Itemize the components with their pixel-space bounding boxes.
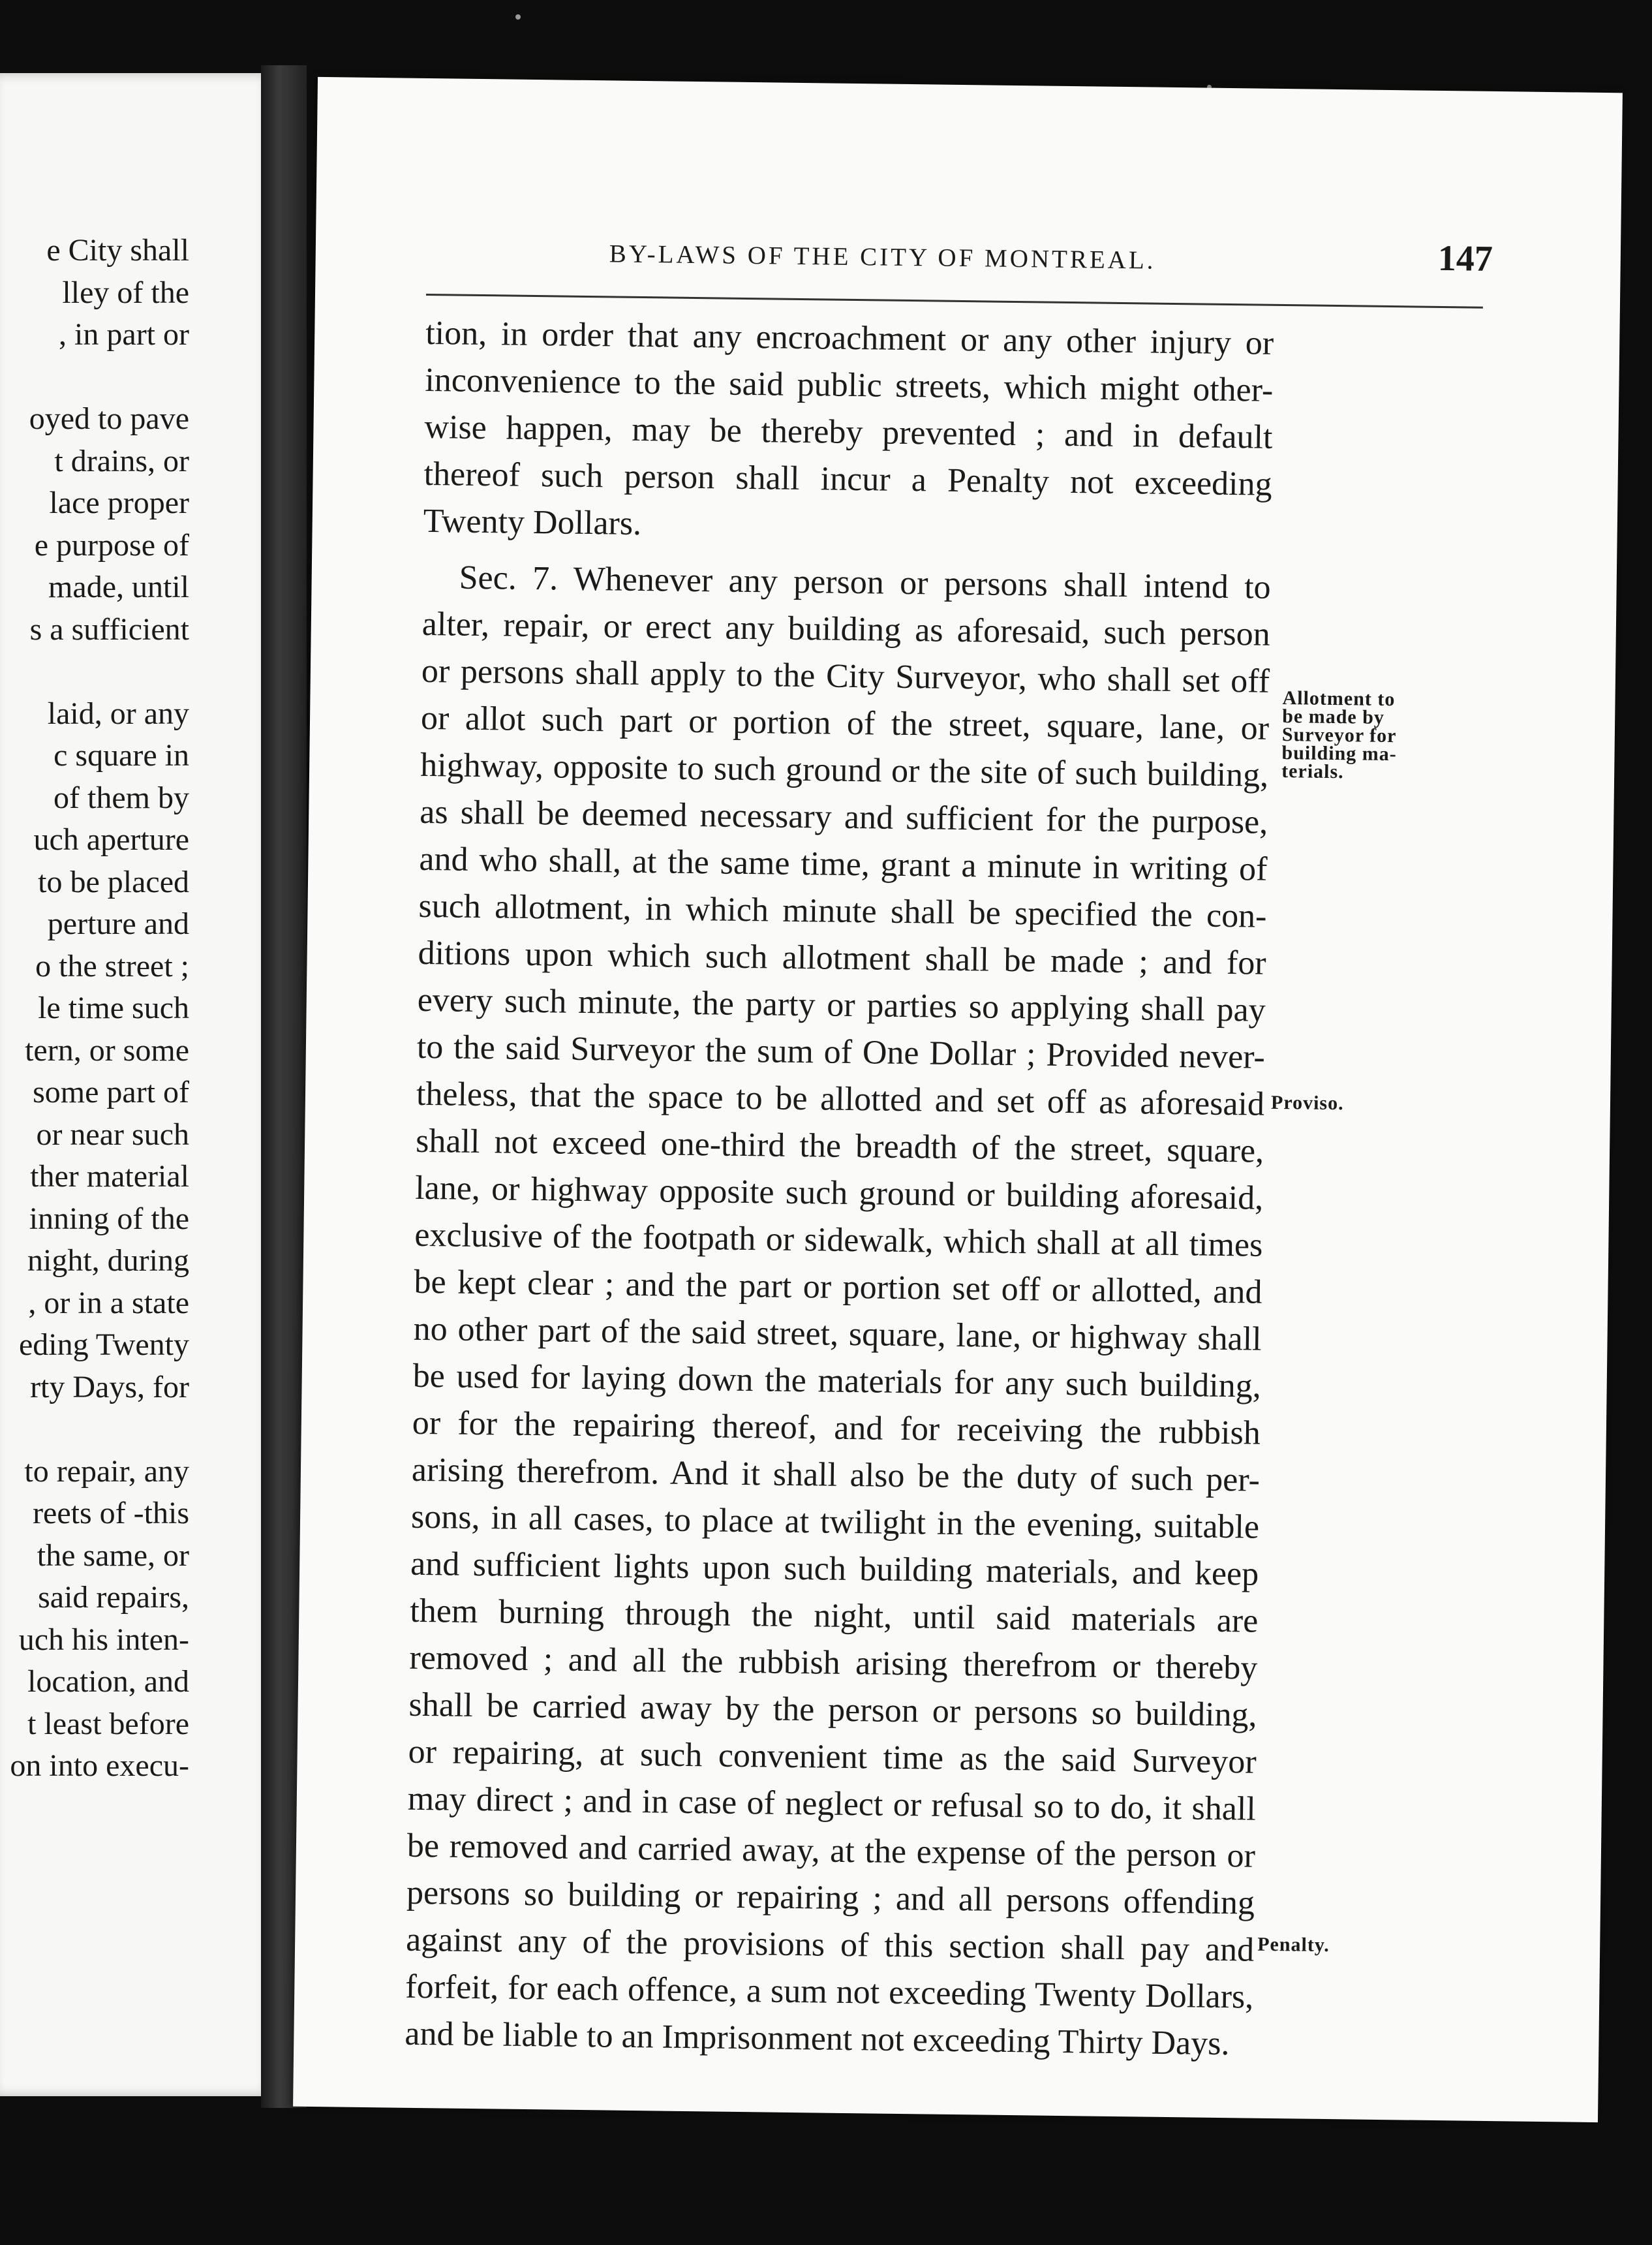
main-page [293, 77, 1623, 2122]
text-line: and sufficient lights upon such building materials, and keep [410, 1545, 1259, 1593]
page-number: 147 [1437, 238, 1493, 279]
text-line: to the said Surveyor the sum of One Dollar ; Provided never- [416, 1028, 1266, 1076]
left-page-line: reets of -this [33, 1496, 189, 1530]
text-line: Twenty Dollars. [423, 502, 642, 543]
left-page-line: some part of [33, 1075, 189, 1109]
left-facing-page [0, 73, 274, 2096]
text-line: inconvenience to the said public streets, which might other- [425, 361, 1274, 409]
text-line: arising therefrom. And it shall also be the duty of such per- [411, 1451, 1261, 1499]
text-line: and be liable to an Imprisonment not exceeding Thirty Days. [405, 2015, 1230, 2063]
text-line: or allot such part or portion of the street, square, lane, or [420, 699, 1270, 747]
left-page-line: t drains, or [54, 443, 189, 478]
text-line: be removed and carried away, at the expense of the person or [406, 1827, 1256, 1875]
left-page-line: location, and [27, 1664, 189, 1699]
text-line: every such minute, the party or parties so applying shall pay [417, 981, 1266, 1029]
text-line: wise happen, may be thereby prevented ; and in default [424, 408, 1273, 456]
text-line: or repairing, at such convenient time as the said Surveyor [408, 1733, 1257, 1781]
text-line: shall not exceed one-third the breadth of the street, square, [415, 1122, 1264, 1170]
left-page-line: tern, or some [25, 1032, 189, 1068]
text-line: Sec. 7. Whenever any person or persons shall intend to [459, 559, 1271, 606]
text-line: lane, or highway opposite such ground or building aforesaid, [414, 1169, 1264, 1217]
left-page-line: said repairs, [38, 1580, 189, 1615]
left-page-line: uch aperture [33, 822, 189, 857]
left-page-line: lace proper [49, 486, 189, 520]
left-page-line: s a sufficient [29, 612, 189, 647]
left-page-line: on into execu- [10, 1748, 189, 1783]
left-page-line: , or in a state [28, 1285, 189, 1320]
left-page-line: t least before [27, 1706, 189, 1741]
text-line: forfeit, for each offence, a sum not exceeding Twenty Dollars, [405, 1968, 1254, 2016]
left-page-line: the same, or [37, 1538, 189, 1573]
text-line: removed ; and all the rubbish arising therefrom or thereby [409, 1639, 1258, 1687]
text-line: alter, repair, or erect any building as aforesaid, such person [421, 605, 1271, 653]
left-page-line: made, until [48, 570, 189, 604]
left-page-line: le time such [38, 991, 189, 1025]
text-line: persons so building or repairing ; and all persons offending [406, 1874, 1255, 1922]
margin-note-line: terials. [1281, 760, 1344, 783]
left-page-line: laid, or any [47, 696, 189, 731]
text-line: be used for laying down the materials for any such building, [412, 1357, 1262, 1405]
left-page-line: e purpose of [34, 527, 189, 563]
text-line: ditions upon which such allotment shall be made ; and for [418, 934, 1266, 982]
body-text [405, 313, 1274, 2063]
margin-note-line: building ma- [1281, 742, 1397, 766]
text-line: exclusive of the footpath or sidewalk, which shall at all times [414, 1216, 1263, 1264]
text-line: be kept clear ; and the part or portion set off or allotted, and [414, 1263, 1262, 1311]
left-page-line: oyed to pave [29, 401, 189, 436]
left-page-line: to repair, any [24, 1453, 189, 1489]
left-page-line: uch his inten- [18, 1622, 189, 1657]
left-page-line: , in part or [59, 317, 189, 352]
text-line: sons, in all cases, to place at twilight in the evening, suitable [410, 1498, 1260, 1546]
left-page-line: of them by [54, 780, 189, 815]
text-line: and who shall, at the same time, grant a minute in writing of [419, 840, 1268, 888]
left-page-line: eding Twenty [18, 1327, 189, 1362]
header-rule [426, 294, 1483, 309]
left-page-line: c square in [54, 738, 189, 773]
text-line: shall be carried away by the person or persons so building, [408, 1686, 1257, 1734]
left-page-line: to be placed [38, 864, 189, 899]
margin-note-line: be made by [1282, 705, 1385, 728]
margin-note-penalty: Penalty. [1257, 1933, 1330, 1957]
text-line: highway, opposite to such ground or the site of such building, [420, 746, 1269, 794]
left-page-line: o the street ; [35, 948, 189, 983]
text-line: tion, in order that any encroachment or any other injury or [425, 314, 1274, 362]
text-line: such allotment, in which minute shall be specified the con- [418, 887, 1267, 935]
left-page-line: or near such [36, 1117, 189, 1152]
left-page-line: e City shall [46, 233, 189, 268]
left-page-line: night, during [27, 1243, 189, 1278]
scan-speck [515, 14, 521, 20]
left-page-line: lley of the [62, 275, 189, 310]
text-line: no other part of the said street, square, lane, or highway shall [413, 1310, 1262, 1358]
left-page-line: inning of the [29, 1201, 189, 1236]
text-line: them burning through the night, until said materials are [410, 1592, 1259, 1640]
left-page-line: rty Days, for [30, 1369, 189, 1404]
text-line: against any of the provisions of this section shall pay and [405, 1921, 1255, 1969]
margin-note-line: Allotment to [1282, 687, 1396, 711]
text-line: as shall be deemed necessary and sufficient for the purpose, [419, 793, 1268, 841]
margin-note-allotment [1281, 689, 1398, 782]
left-page-line: ther material [30, 1159, 189, 1194]
margin-note-line: Surveyor for [1281, 724, 1397, 747]
running-head: BY-LAWS OF THE CITY OF MONTREAL. [609, 240, 1156, 275]
left-page-line: perture and [47, 906, 189, 941]
text-line: theless, that the space to be allotted and set off as aforesaid [416, 1075, 1265, 1123]
text-line: or persons shall apply to the City Surveyor, who shall set off [421, 652, 1270, 700]
text-line: thereof such person shall incur a Penalty not exceeding [423, 455, 1272, 503]
margin-note-proviso: Proviso. [1270, 1091, 1344, 1115]
text-line: may direct ; and in case of neglect or refusal so to do, it shall [407, 1780, 1257, 1828]
text-line: or for the repairing thereof, and for receiving the rubbish [412, 1404, 1261, 1452]
